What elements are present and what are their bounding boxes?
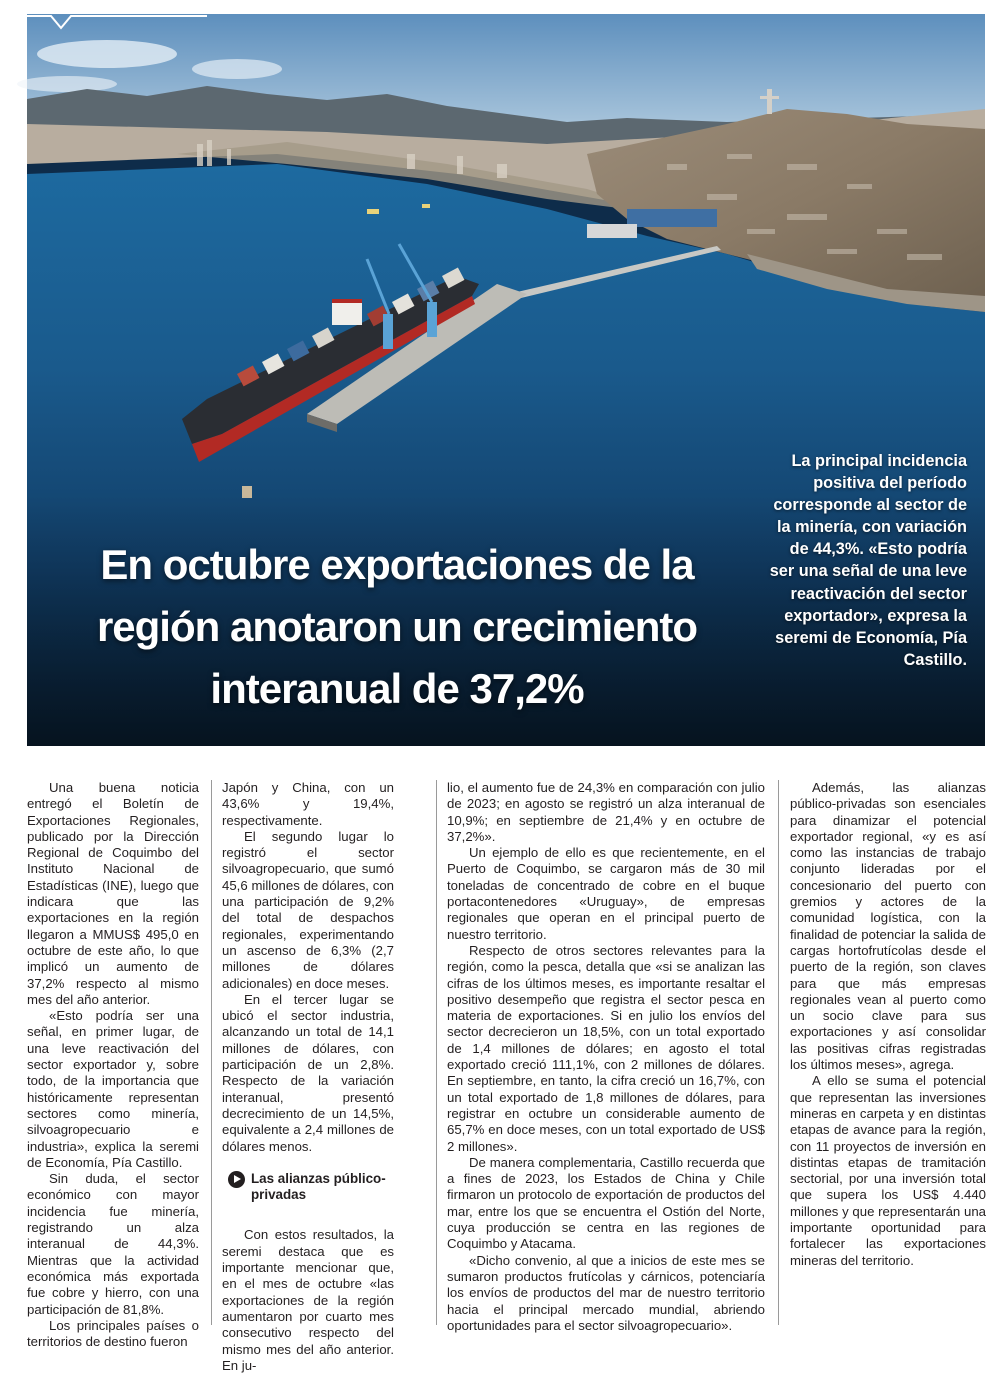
column-divider: [436, 780, 437, 1325]
paragraph: Japón y China, con un 43,6% y 19,4%, respectivamente.: [222, 780, 394, 828]
paragraph: Los principales países o territorios de destino fueron: [27, 1317, 199, 1350]
paragraph: El segundo lugar lo registró el sector silvoagropecuario, que sumó 45,6 millones de dólares, con una participación de 9,2% del total de despachos regionales, experimentando un ascenso de 6,3% (2,7 millones de dólares adicionales) en doce meses.: [222, 828, 394, 991]
column-3: [447, 780, 765, 1333]
hero-photo: [27, 14, 985, 746]
column-4: [790, 780, 986, 1325]
paragraph: Sin duda, el sector económico con mayor incidencia fue minería, registrando un alza interanual de 44,3%. Mientras que la actividad económica más exportada fue cobre y hierro, con una participación de 81,8%.: [27, 1171, 199, 1317]
paragraph: Con estos resultados, la seremi destaca que es importante mencionar que, en el mes de octubre «las exportaciones de la región aumentaron por cuarto mes consecutivo respecto del mismo mes del año anterior. En ju-: [222, 1227, 394, 1373]
paragraph: «Esto podría ser una señal, en primer lugar, de una leve reactivación del sector exportador y, sobre todo, de la importancia que históricamente representan sectores como minería, silvoagropecuario e industria», explica la seremi de Economía, Pía Castillo.: [27, 1008, 199, 1170]
paragraph: lio, el aumento fue de 24,3% en comparación con julio de 2023; en agosto se registró un alza interanual de 10,9%; en septiembre de 21,4% y en octubre de 37,2%».: [447, 780, 765, 844]
paragraph: Un ejemplo de ello es que recientemente, en el Puerto de Coquimbo, se cargaron más de 30 mil toneladas de concentrado de cobre en el buque portacontenedores «Uruguay», de empresas regionales que operan en el principal puerto de nuestro territorio.: [447, 845, 765, 942]
headline: En octubre exportaciones de la región anotaron un crecimiento interanual de 37,2%: [96, 541, 698, 712]
column-divider: [778, 780, 779, 1325]
pullquote: La principal incidencia positiva del período corresponde al sector de la minería, con variación de 44,3%. «Esto podría ser una señal de una leve reactivación del sector exportador», expresa la seremi de Economía, Pía Castillo.: [769, 452, 967, 669]
paragraph: Además, las alianzas público-privadas son esenciales para dinamizar el potencial exportador regional, «y es así como las instancias de trabajo conjunto lideradas por el concesionario del puerto con gremios y actores de la comunidad logística, con la finalidad de potenciar la salida de cargas hortofrutícolas desde el puerto de la región, son claves para que más empresas regionales vean al puerto como un socio clave para sus exportaciones y así consolidar las positivas cifras registradas los últimos meses», agrega.: [790, 780, 986, 1073]
pullquote-marker-icon: [27, 14, 207, 36]
column-2: [222, 780, 394, 1373]
subheading: Las alianzas público-privadas: [251, 1170, 386, 1203]
column-1: [27, 780, 199, 1350]
paragraph: De manera complementaria, Castillo recuerda que a fines de 2023, los Estados de China y Chile firmaron un protocolo de exportación de productos del mar, entre los que se encuentra el Ostión del Norte, cuya producción se centra en las regiones de Coquimbo y Atacama.: [447, 1154, 765, 1252]
paragraph: A ello se suma el potencial que representan las inversiones mineras en carpeta y en distintas etapas de avance para la región, con 11 proyectos de inversión en distintas etapas de tramitación sectorial, por una inversión total que supera los US$ 4.440 millones y que representarán una importante oportunidad para fortalecer las exportaciones mineras del territorio.: [790, 1073, 986, 1268]
paragraph: En el tercer lugar se ubicó el sector industria, alcanzando un total de 14,1 millones de dólares, con participación de un 2,8%. Respecto de la variación interanual, presentó decrecimiento de un 14,5%, equivalente a 2,4 millones de dólares menos.: [222, 991, 394, 1154]
play-bullet-icon: [228, 1171, 245, 1188]
paragraph: Respecto de otros sectores relevantes para la región, como la pesca, detalla que «si se analizan las cifras de los últimos meses, es importante resaltar el positivo desempeño que registra el sector pesca en materia de exportaciones. Si en julio los envíos del sector decrecieron un 18,5%, con un total exportado de 1,4 millones de dólares; en agosto el total exportado creció 111,1%, con 2 millones de dólares. En septiembre, en tanto, la cifra creció un 16,7%, con un total exportado de 1,8 millones de dólares, para registrar en octubre un considerable aumento de 65,7% en doce meses, con un total exportado de US$ 2 millones».: [447, 942, 765, 1154]
column-divider: [211, 780, 212, 1325]
subheading-block: [222, 1171, 394, 1204]
paragraph: Una buena noticia entregó el Boletín de Exportaciones Regionales, publicado por la Dirección Regional de Coquimbo del Instituto Nacional de Estadísticas (INE), luego que indicara que las exportaciones en la región llegaron a MMUS$ 495,0 en octubre de este año, lo que implicó un aumento de 37,2% respecto al mismo mes del año anterior.: [27, 780, 199, 1007]
paragraph: «Dicho convenio, al que a inicios de este mes se sumaron productos frutícolas y cárnicos, potenciaría los envíos de productos del mar de nuestro territorio hacia el principal mercado mundial, abriendo oportunidades para el sector silvoagropecuario».: [447, 1252, 765, 1333]
